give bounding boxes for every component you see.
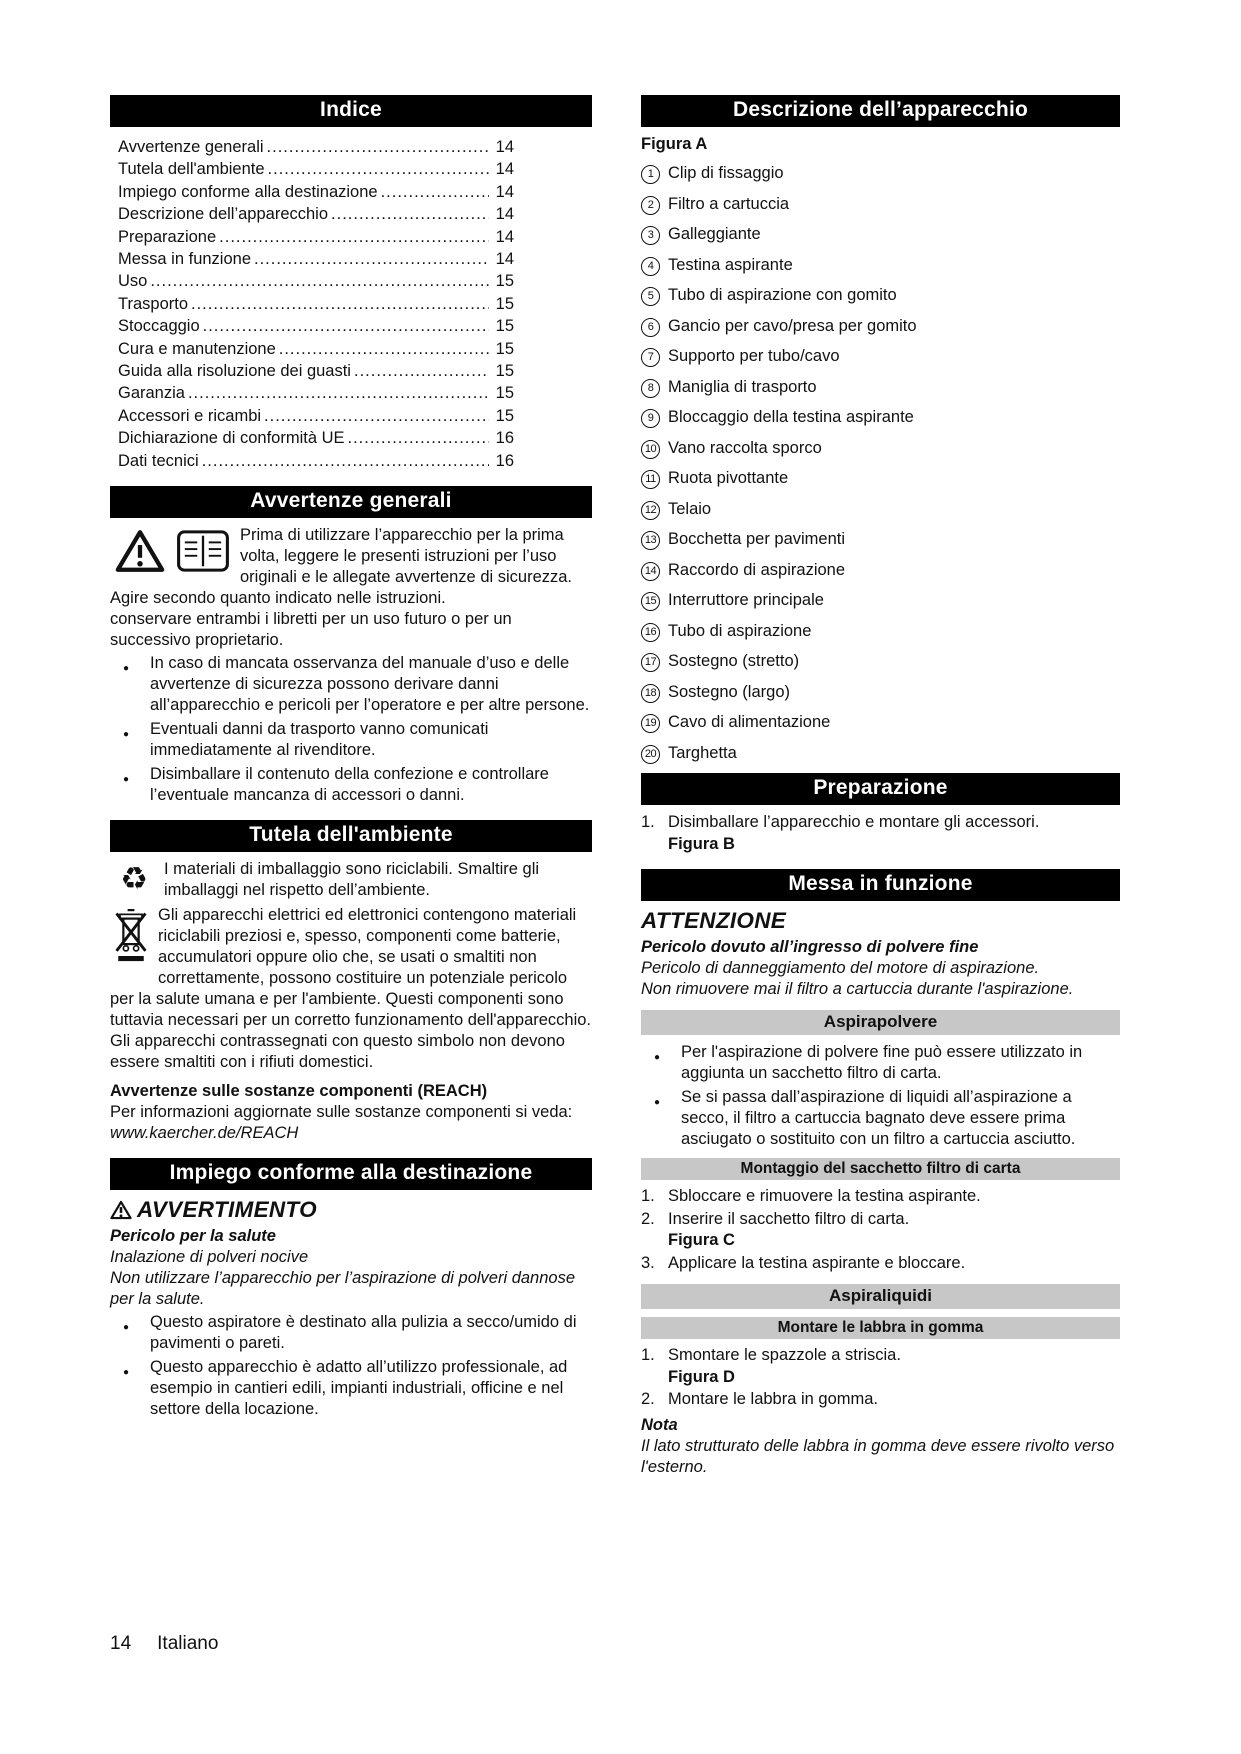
footer-language: Italiano	[157, 1633, 219, 1654]
toc-entry	[118, 382, 514, 404]
toc-entry	[118, 360, 514, 382]
toc-entry-label: Dichiarazione di conformità UE	[118, 429, 345, 448]
general-warnings-bullets	[110, 653, 592, 806]
toc-entry-page: 14	[495, 227, 514, 246]
toc-entry-page: 16	[495, 429, 514, 448]
device-part-item	[641, 621, 1120, 642]
dry-vacuuming-title: Aspirapolvere	[823, 1012, 938, 1031]
device-description-header	[641, 95, 1120, 127]
device-part-item	[641, 499, 1120, 520]
toc-leader-dots	[203, 315, 489, 337]
preparation-title: Preparazione	[813, 776, 948, 799]
hazard-heading: Pericolo per la salute	[110, 1227, 276, 1246]
bullet-item	[110, 719, 592, 761]
toc-leader-dots	[279, 338, 489, 360]
page-footer	[110, 1633, 218, 1655]
device-part-item	[641, 255, 1120, 276]
step-body	[668, 1186, 1120, 1208]
toc-leader-dots	[348, 427, 489, 449]
bullet-text: Questo apparecchio è adatto all’utilizzo professionale, ad esempio in cantieri edili, impianti industriali, officine e nel settore della locazione.	[150, 1358, 568, 1419]
part-label: Vano raccolta sporco	[668, 438, 822, 457]
bullet-item	[110, 764, 592, 806]
device-part-item	[641, 163, 1120, 184]
toc-entry-label: Garanzia	[118, 384, 185, 403]
device-part-item	[641, 468, 1120, 489]
reach-paragraph	[110, 1102, 592, 1144]
device-part-item	[641, 407, 1120, 428]
bullet-item	[110, 1357, 592, 1420]
step-text: Inserire il sacchetto filtro di carta.	[668, 1209, 910, 1228]
numbered-step	[641, 1345, 1120, 1388]
toc-entry-page: 14	[495, 205, 514, 224]
device-part-item	[641, 712, 1120, 733]
dry-vacuuming-bullets	[641, 1042, 1120, 1150]
manual-book-icon	[176, 529, 230, 573]
bullet-item	[641, 1087, 1120, 1150]
warning-triangle-small-icon	[110, 1200, 132, 1220]
general-warnings-header	[110, 486, 592, 518]
device-part-item	[641, 743, 1120, 764]
hazard-line2: Non utilizzare l’apparecchio per l’aspirazione di polveri dannose per la salute.	[110, 1269, 576, 1309]
footer-page-number: 14	[110, 1633, 132, 1654]
weee-crossed-bin-icon	[114, 908, 148, 970]
toc-entry-label: Messa in funzione	[118, 250, 251, 269]
toc-entry-page: 16	[495, 451, 514, 470]
toc-entry	[118, 270, 514, 292]
step-number: 2.	[641, 1390, 655, 1408]
part-number-badge: 3	[641, 226, 660, 245]
toc-leader-dots	[381, 181, 489, 203]
bullet-text: Se si passa dall’aspirazione di liquidi all’aspirazione a secco, il filtro a cartuccia bagnato deve essere prima asciugato o sostituito con un filtro a cartuccia asciutto.	[681, 1088, 1076, 1148]
part-label: Clip di fissaggio	[668, 164, 784, 182]
part-number-badge: 17	[641, 653, 660, 672]
device-part-item	[641, 529, 1120, 550]
toc-leader-dots	[150, 270, 489, 292]
part-label: Bloccaggio della testina aspirante	[668, 408, 914, 426]
step-body	[668, 1253, 1120, 1275]
warning-triangle-icon	[114, 528, 166, 574]
bullet-item	[641, 1042, 1120, 1084]
part-number-badge: 6	[641, 318, 660, 337]
step-number: 3.	[641, 1253, 655, 1272]
device-description-title: Descrizione dell’apparecchio	[732, 98, 1029, 121]
part-label: Maniglia di trasporto	[668, 377, 817, 396]
numbered-step	[641, 1389, 1120, 1411]
device-part-item	[641, 224, 1120, 245]
bullet-item	[110, 653, 592, 716]
keep-booklets-note: conservare entrambi i libretti per un uso futuro o per un successivo proprietario.	[110, 610, 512, 650]
reach-text: Per informazioni aggiornate sulle sostanze componenti si veda:	[110, 1103, 573, 1122]
figure-reference: Figura D	[668, 1367, 735, 1386]
bullet-item	[110, 1312, 592, 1354]
left-column	[110, 95, 592, 1424]
toc-entry-page: 15	[495, 339, 514, 358]
attention-line2: Non rimuovere mai il filtro a cartuccia durante l'aspirazione.	[641, 980, 1074, 998]
general-warnings-title: Avvertenze generali	[250, 489, 452, 513]
paper-bag-steps	[641, 1186, 1120, 1274]
right-column	[641, 95, 1120, 1478]
toc-entry-page: 15	[495, 362, 514, 381]
figure-a-label: Figura A	[641, 135, 708, 153]
toc-entry	[118, 427, 514, 449]
device-part-item	[641, 377, 1120, 398]
intended-use-bullets	[110, 1312, 592, 1420]
weee-block	[110, 905, 592, 1073]
attention-word: ATTENZIONE	[641, 908, 787, 933]
attention-heading: Pericolo dovuto all’ingresso di polvere fine	[641, 938, 979, 956]
toc-entry	[118, 203, 514, 225]
toc-entry	[118, 405, 514, 427]
part-number-badge: 18	[641, 684, 660, 703]
part-number-badge: 19	[641, 714, 660, 733]
step-text: Applicare la testina aspirante e bloccare.	[668, 1253, 966, 1272]
numbered-step	[641, 1253, 1120, 1275]
rubber-lips-steps	[641, 1345, 1120, 1411]
preparation-header	[641, 773, 1120, 805]
toc-entry-label: Guida alla risoluzione dei guasti	[118, 362, 351, 381]
part-number-badge: 15	[641, 592, 660, 611]
toc-entry-label: Impiego conforme alla destinazione	[118, 182, 378, 201]
intended-use-title: Impiego conforme alla destinazione	[169, 1161, 533, 1185]
toc-entry	[118, 293, 514, 315]
part-label: Sostegno (stretto)	[668, 652, 800, 670]
intended-use-header	[110, 1158, 592, 1190]
step-number: 2.	[641, 1209, 655, 1228]
step-text: Sbloccare e rimuovere la testina aspirante.	[668, 1187, 981, 1205]
step-number: 1.	[641, 813, 655, 831]
step-body	[668, 812, 1120, 855]
device-part-item	[641, 651, 1120, 672]
part-number-badge: 11	[641, 470, 660, 489]
wet-vacuuming-header	[641, 1284, 1120, 1309]
device-part-item	[641, 560, 1120, 581]
device-part-item	[641, 316, 1120, 337]
toc-leader-dots	[354, 360, 489, 382]
part-label: Cavo di alimentazione	[668, 713, 831, 731]
toc-leader-dots	[264, 405, 489, 427]
toc-leader-dots	[268, 158, 489, 180]
toc-entry-page: 15	[495, 294, 514, 313]
bullet-text: In caso di mancata osservanza del manuale d’uso e delle avvertenze di sicurezza possono derivare danni all’apparecchio e pericoli per l’operatore e per altre persone.	[150, 654, 590, 715]
paper-bag-header	[641, 1158, 1120, 1180]
numbered-step	[641, 1186, 1120, 1208]
packaging-recycling-text: I materiali di imballaggio sono riciclabili. Smaltire gli imballaggi nel rispetto dell’ambiente.	[164, 860, 540, 900]
toc-header	[110, 95, 592, 127]
step-number: 1.	[641, 1187, 655, 1205]
general-warnings-intro: Prima di utilizzare l’apparecchio per la prima volta, leggere le presenti istruzioni per l’uso originali e le allegate avvertenze di sicurezza. Agire secondo quanto indicato nelle istruzioni.	[110, 526, 573, 608]
wet-vacuuming-title: Aspiraliquidi	[829, 1286, 932, 1305]
step-body	[668, 1209, 1120, 1252]
note-label: Nota	[641, 1415, 678, 1434]
device-part-item	[641, 346, 1120, 367]
toc-entry-label: Uso	[118, 272, 148, 291]
weee-text: Gli apparecchi elettrici ed elettronici contengono materiali riciclabili preziosi e, spesso, componenti come batterie, accumulatori oppure olio che, se usati o smaltiti non correttamente, possono costituire un potenziale pericolo per la salute umana e per l'ambiente. Questi componenti sono tuttavia necessari per un corretto funzionamento dell'apparecchio. Gli apparecchi contrassegnati con questo simbolo non devono essere smaltiti con i rifiuti domestici.	[110, 906, 592, 1072]
part-number-badge: 8	[641, 379, 660, 398]
toc-leader-dots	[219, 226, 489, 248]
dry-vacuuming-header	[641, 1010, 1120, 1035]
startup-header	[641, 869, 1120, 901]
attention-line1: Pericolo di danneggiamento del motore di aspirazione.	[641, 959, 1040, 977]
paper-bag-title: Montaggio del sacchetto filtro di carta	[740, 1160, 1021, 1177]
step-text: Smontare le spazzole a striscia.	[668, 1346, 901, 1364]
toc-entry	[118, 158, 514, 180]
part-label: Telaio	[668, 499, 712, 518]
bullet-text: Questo aspiratore è destinato alla pulizia a secco/umido di pavimenti o pareti.	[150, 1313, 577, 1353]
toc-entry-label: Descrizione dell’apparecchio	[118, 205, 329, 224]
toc-entry-page: 15	[495, 317, 514, 336]
toc-entry-page: 15	[495, 406, 514, 425]
part-number-badge: 5	[641, 287, 660, 306]
step-text: Disimballare l’apparecchio e montare gli accessori.	[668, 813, 1040, 831]
part-number-badge: 16	[641, 623, 660, 642]
toc-entry-page: 15	[495, 272, 514, 291]
part-number-badge: 12	[641, 501, 660, 520]
bullet-text: Disimballare il contenuto della confezione e controllare l’eventuale mancanza di accessori o danni.	[150, 765, 549, 805]
device-parts-list	[641, 163, 1120, 764]
toc-title: Indice	[320, 98, 382, 121]
toc-entry-label: Cura e manutenzione	[118, 339, 276, 358]
toc-leader-dots	[188, 382, 489, 404]
toc-entry-label: Stoccaggio	[118, 317, 200, 336]
step-number: 1.	[641, 1346, 655, 1364]
part-number-badge: 20	[641, 745, 660, 764]
toc-entry	[118, 136, 514, 158]
part-number-badge: 13	[641, 531, 660, 550]
recycling-icon: ♻	[120, 861, 148, 898]
toc-entry-label: Tutela dell'ambiente	[118, 160, 265, 179]
part-number-badge: 14	[641, 562, 660, 581]
toc-entry-page: 14	[495, 138, 514, 156]
step-text: Montare le labbra in gomma.	[668, 1390, 879, 1408]
step-body	[668, 1389, 1120, 1411]
part-number-badge: 4	[641, 257, 660, 276]
part-label: Targhetta	[668, 743, 737, 762]
toc-leader-dots	[267, 136, 489, 158]
warning-word: AVVERTIMENTO	[137, 1197, 317, 1223]
hazard-line1: Inalazione di polveri nocive	[110, 1248, 309, 1267]
numbered-step	[641, 812, 1120, 855]
toc-entry-label: Accessori e ricambi	[118, 406, 262, 425]
part-label: Filtro a cartuccia	[668, 194, 790, 213]
device-part-item	[641, 285, 1120, 306]
safety-pictograms	[114, 528, 230, 574]
part-label: Tubo di aspirazione	[668, 621, 812, 640]
toc-entry	[118, 338, 514, 360]
toc-entry-page: 15	[495, 384, 514, 403]
toc-entry-page: 14	[495, 182, 514, 201]
preparation-steps	[641, 812, 1120, 855]
part-label: Galleggiante	[668, 225, 761, 243]
part-number-badge: 1	[641, 165, 660, 184]
toc-entry	[118, 450, 514, 472]
part-label: Supporto per tubo/cavo	[668, 347, 840, 365]
step-body	[668, 1345, 1120, 1388]
reach-url: www.kaercher.de/REACH	[110, 1124, 299, 1143]
part-label: Ruota pivottante	[668, 469, 789, 487]
rubber-lips-title: Montare le labbra in gomma	[777, 1319, 984, 1336]
startup-title: Messa in funzione	[788, 872, 973, 895]
environment-header	[110, 820, 592, 852]
part-number-badge: 10	[641, 440, 660, 459]
device-part-item	[641, 194, 1120, 215]
toc-list	[110, 134, 592, 472]
toc-entry-label: Preparazione	[118, 227, 217, 246]
note-text: Il lato strutturato delle labbra in gomma deve essere rivolto verso l'esterno.	[641, 1436, 1115, 1476]
device-part-item	[641, 590, 1120, 611]
part-label: Gancio per cavo/presa per gomito	[668, 316, 917, 335]
packaging-recycling-block	[110, 859, 592, 901]
toc-leader-dots	[331, 203, 489, 225]
toc-entry	[118, 181, 514, 203]
warning-headline	[110, 1197, 592, 1223]
toc-entry-page: 14	[495, 250, 514, 269]
toc-entry	[118, 315, 514, 337]
toc-entry-label: Avvertenze generali	[118, 138, 264, 156]
part-label: Bocchetta per pavimenti	[668, 530, 846, 548]
device-part-item	[641, 682, 1120, 703]
toc-entry-label: Dati tecnici	[118, 451, 199, 470]
part-number-badge: 2	[641, 196, 660, 215]
part-label: Raccordo di aspirazione	[668, 560, 846, 579]
numbered-step	[641, 1209, 1120, 1252]
general-warnings-intro-block	[110, 525, 592, 609]
device-part-item	[641, 438, 1120, 459]
toc-entry-page: 14	[495, 160, 514, 179]
figure-reference: Figura B	[668, 834, 735, 853]
toc-leader-dots	[202, 450, 489, 472]
toc-entry	[118, 248, 514, 270]
part-label: Sostegno (largo)	[668, 682, 790, 701]
part-label: Testina aspirante	[668, 255, 793, 274]
part-label: Interruttore principale	[668, 591, 824, 609]
toc-leader-dots	[191, 293, 489, 315]
part-label: Tubo di aspirazione con gomito	[668, 286, 897, 304]
rubber-lips-header	[641, 1317, 1120, 1339]
toc-entry	[118, 226, 514, 248]
toc-leader-dots	[254, 248, 489, 270]
part-number-badge: 7	[641, 348, 660, 367]
bullet-text: Eventuali danni da trasporto vanno comunicati immediatamente al rivenditore.	[150, 720, 489, 760]
environment-title: Tutela dell'ambiente	[249, 823, 453, 847]
reach-heading: Avvertenze sulle sostanze componenti (REACH)	[110, 1082, 488, 1101]
figure-reference: Figura C	[668, 1231, 735, 1249]
toc-entry-label: Trasporto	[118, 294, 188, 313]
part-number-badge: 9	[641, 409, 660, 428]
bullet-text: Per l'aspirazione di polvere fine può essere utilizzato in aggiunta un sacchetto filtro di carta.	[681, 1043, 1083, 1082]
